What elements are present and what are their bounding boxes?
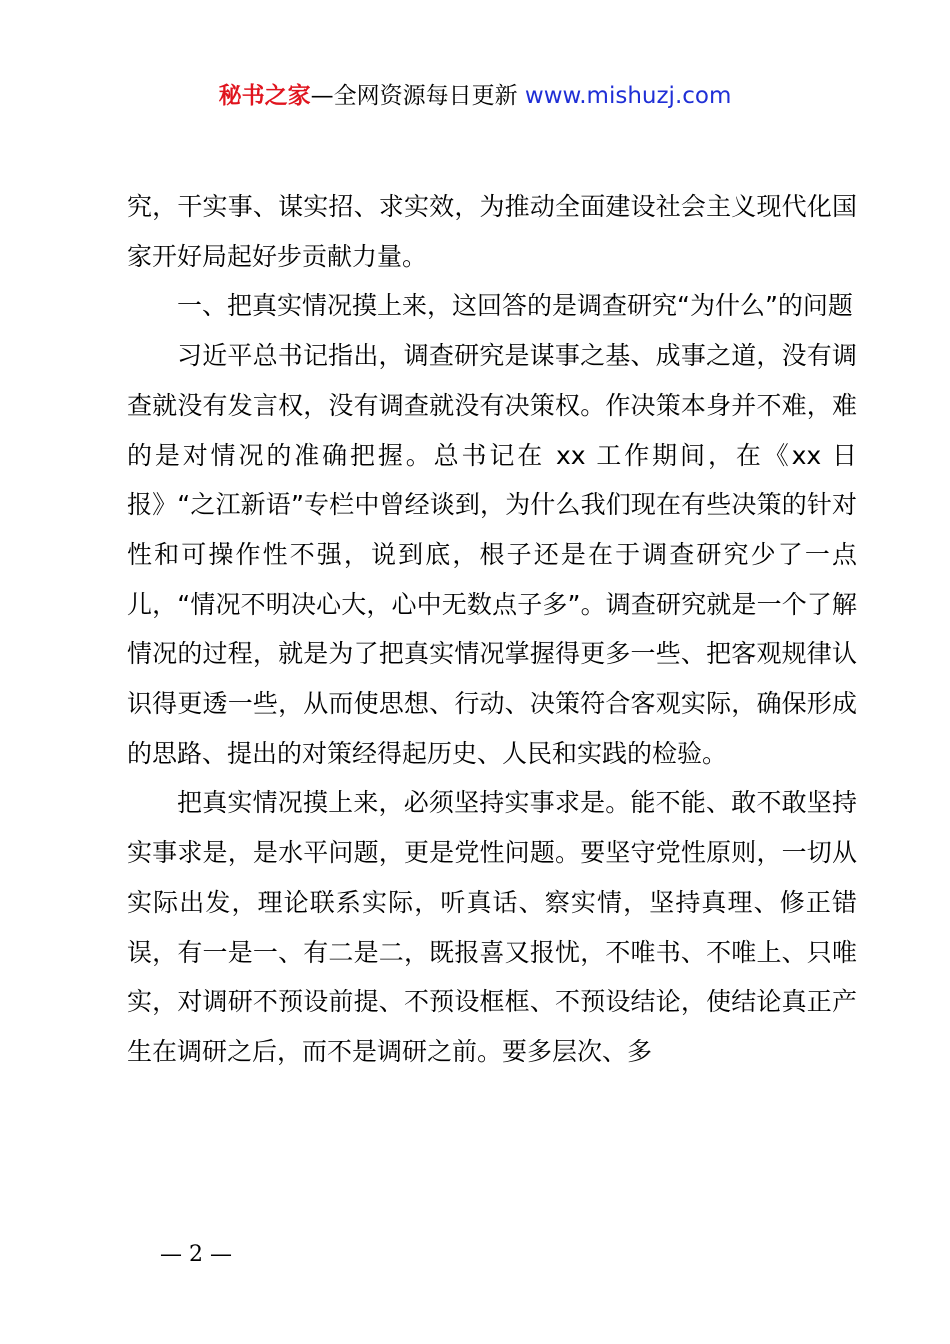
paragraph-continuation: 究，干实事、谋实招、求实效，为推动全面建设社会主义现代化国家开好局起好步贡献力量。 [127, 192, 857, 271]
document-body [127, 182, 857, 1077]
brand-name: 秘书之家 [218, 83, 311, 109]
site-url-link[interactable]: www.mishuzj.com [524, 83, 732, 109]
paragraph: 习近平总书记指出，调查研究是谋事之基、成事之道，没有调查就没有发言权，没有调查就没有决策权。作决策本身并不难，难的是对情况的准确把握。总书记在 xx 工作期间，在《xx 日报》“之江新语”专栏中曾经谈到，为什么我们现在有些决策的针对性和可操作性不强，说到底，根子还是在于调查研究少了一点儿，“情况不明决心大，心中无数点子多”。调查研究就是一个了解情况的过程，就是为了把真实情况掌握得更多一些、把客观规律认识得更透一些，从而使思想、行动、决策符合客观实际，确保形成的思路、提出的对策经得起历史、人民和实践的检验。 [127, 341, 857, 768]
paragraph: 把真实情况摸上来，必须坚持实事求是。能不能、敢不敢坚持实事求是，是水平问题，更是党性问题。要坚守党性原则，一切从实际出发，理论联系实际，听真话、察实情，坚持真理、修正错误，有一是一、有二是二，既报喜又报忧，不唯书、不唯上、只唯实，对调研不预设前提、不预设框框、不预设结论，使结论真正产生在调研之后，而不是调研之前。要多层次、多 [127, 788, 857, 1066]
section-heading: 一、把真实情况摸上来，这回答的是调查研究“为什么”的问题 [177, 291, 853, 321]
header-slogan: —全网资源每日更新 [310, 83, 518, 109]
site-header [0, 80, 950, 112]
page-number: — 2 — [160, 1242, 232, 1267]
